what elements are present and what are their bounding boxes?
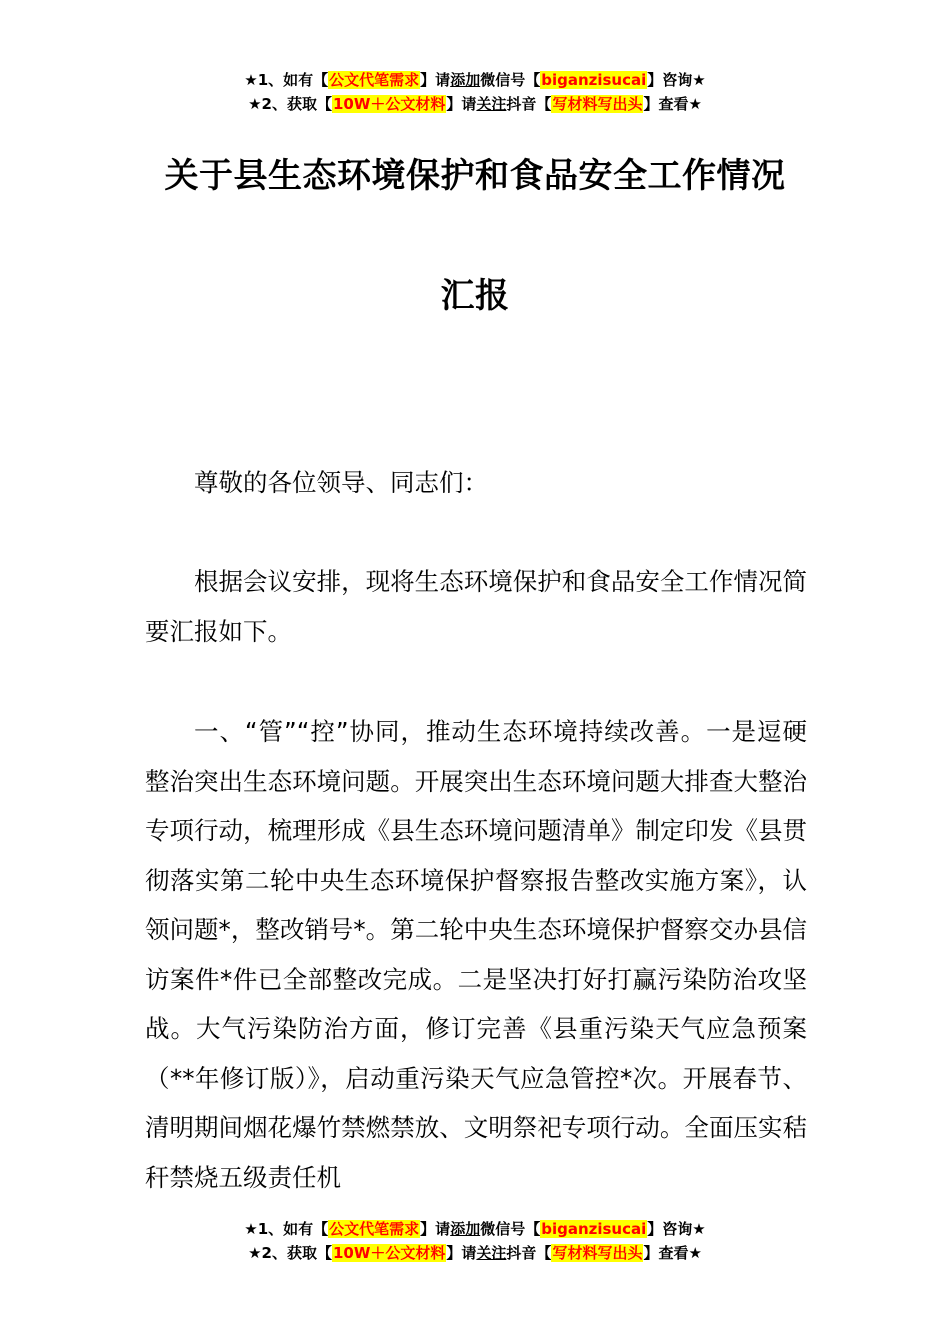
document-title-line-1: 关于县生态环境保护和食品安全工作情况 <box>164 156 786 196</box>
banner-line-2 <box>0 92 950 116</box>
banner-highlight: 写材料写出头 <box>552 95 643 113</box>
document-title-line-2: 汇报 <box>440 276 510 316</box>
salutation <box>145 458 807 508</box>
banner-highlight: 10W＋公文材料 <box>332 1244 446 1262</box>
paragraph-intro <box>145 557 807 656</box>
banner-text: 】咨询★ <box>647 1220 706 1238</box>
paragraph-section-1 <box>145 707 807 1202</box>
banner-highlight: 公文代笔需求 <box>329 71 420 89</box>
banner-emphasis: 添加 <box>450 71 481 89</box>
banner-text: 】请 <box>446 1244 477 1262</box>
banner-highlight: biganzisucai <box>541 1220 647 1238</box>
banner-highlight: 公文代笔需求 <box>329 1220 420 1238</box>
banner-emphasis: 关注 <box>476 95 507 113</box>
banner-line-1 <box>0 68 950 92</box>
banner-text: 微信号【 <box>480 71 541 89</box>
banner-highlight: 写材料写出头 <box>552 1244 643 1262</box>
banner-emphasis: 添加 <box>450 1220 481 1238</box>
header-banner <box>0 68 950 116</box>
banner-text: 抖音【 <box>506 1244 552 1262</box>
banner-text: 】查看★ <box>643 95 702 113</box>
banner-text: 】请 <box>420 1220 451 1238</box>
banner-text: ★1、如有【 <box>244 1220 329 1238</box>
banner-emphasis: 关注 <box>476 1244 507 1262</box>
banner-text: 】查看★ <box>643 1244 702 1262</box>
banner-line-2 <box>0 1241 950 1265</box>
banner-text: 】咨询★ <box>647 71 706 89</box>
banner-text: 抖音【 <box>506 95 552 113</box>
salutation-text: 尊敬的各位领导、同志们： <box>194 468 488 497</box>
footer-banner <box>0 1217 950 1265</box>
banner-text: 微信号【 <box>480 1220 541 1238</box>
banner-text: ★1、如有【 <box>244 71 329 89</box>
paragraph-text: 一、“管”“控”协同，推动生态环境持续改善。一是逗硬整治突出生态环境问题。开展突出生态环境问题大排查大整治专项行动，梳理形成《县生态环境问题清单》制定印发《县贯彻落实第二轮中央生态环境保护督察报告整改实施方案》，认领问题*，整改销号*。第二轮中央生态环境保护督察交办县信访案件*件已全部整改完成。二是坚决打好打赢污染防治攻坚战。大气污染防治方面，修订完善《县重污染天气应急预案（**年修订版）》，启动重污染天气应急管控*次。开展春节、清明期间烟花爆竹禁燃禁放、文明祭祀专项行动。全面压实秸秆禁烧五级责任机 <box>145 717 807 1192</box>
banner-highlight: biganzisucai <box>541 71 647 89</box>
banner-line-1 <box>0 1217 950 1241</box>
banner-text: ★2、获取【 <box>248 95 332 113</box>
paragraph-text: 根据会议安排，现将生态环境保护和食品安全工作情况简要汇报如下。 <box>145 567 807 646</box>
banner-text: ★2、获取【 <box>248 1244 332 1262</box>
banner-text: 】请 <box>446 95 477 113</box>
banner-highlight: 10W＋公文材料 <box>332 95 446 113</box>
banner-text: 】请 <box>420 71 451 89</box>
